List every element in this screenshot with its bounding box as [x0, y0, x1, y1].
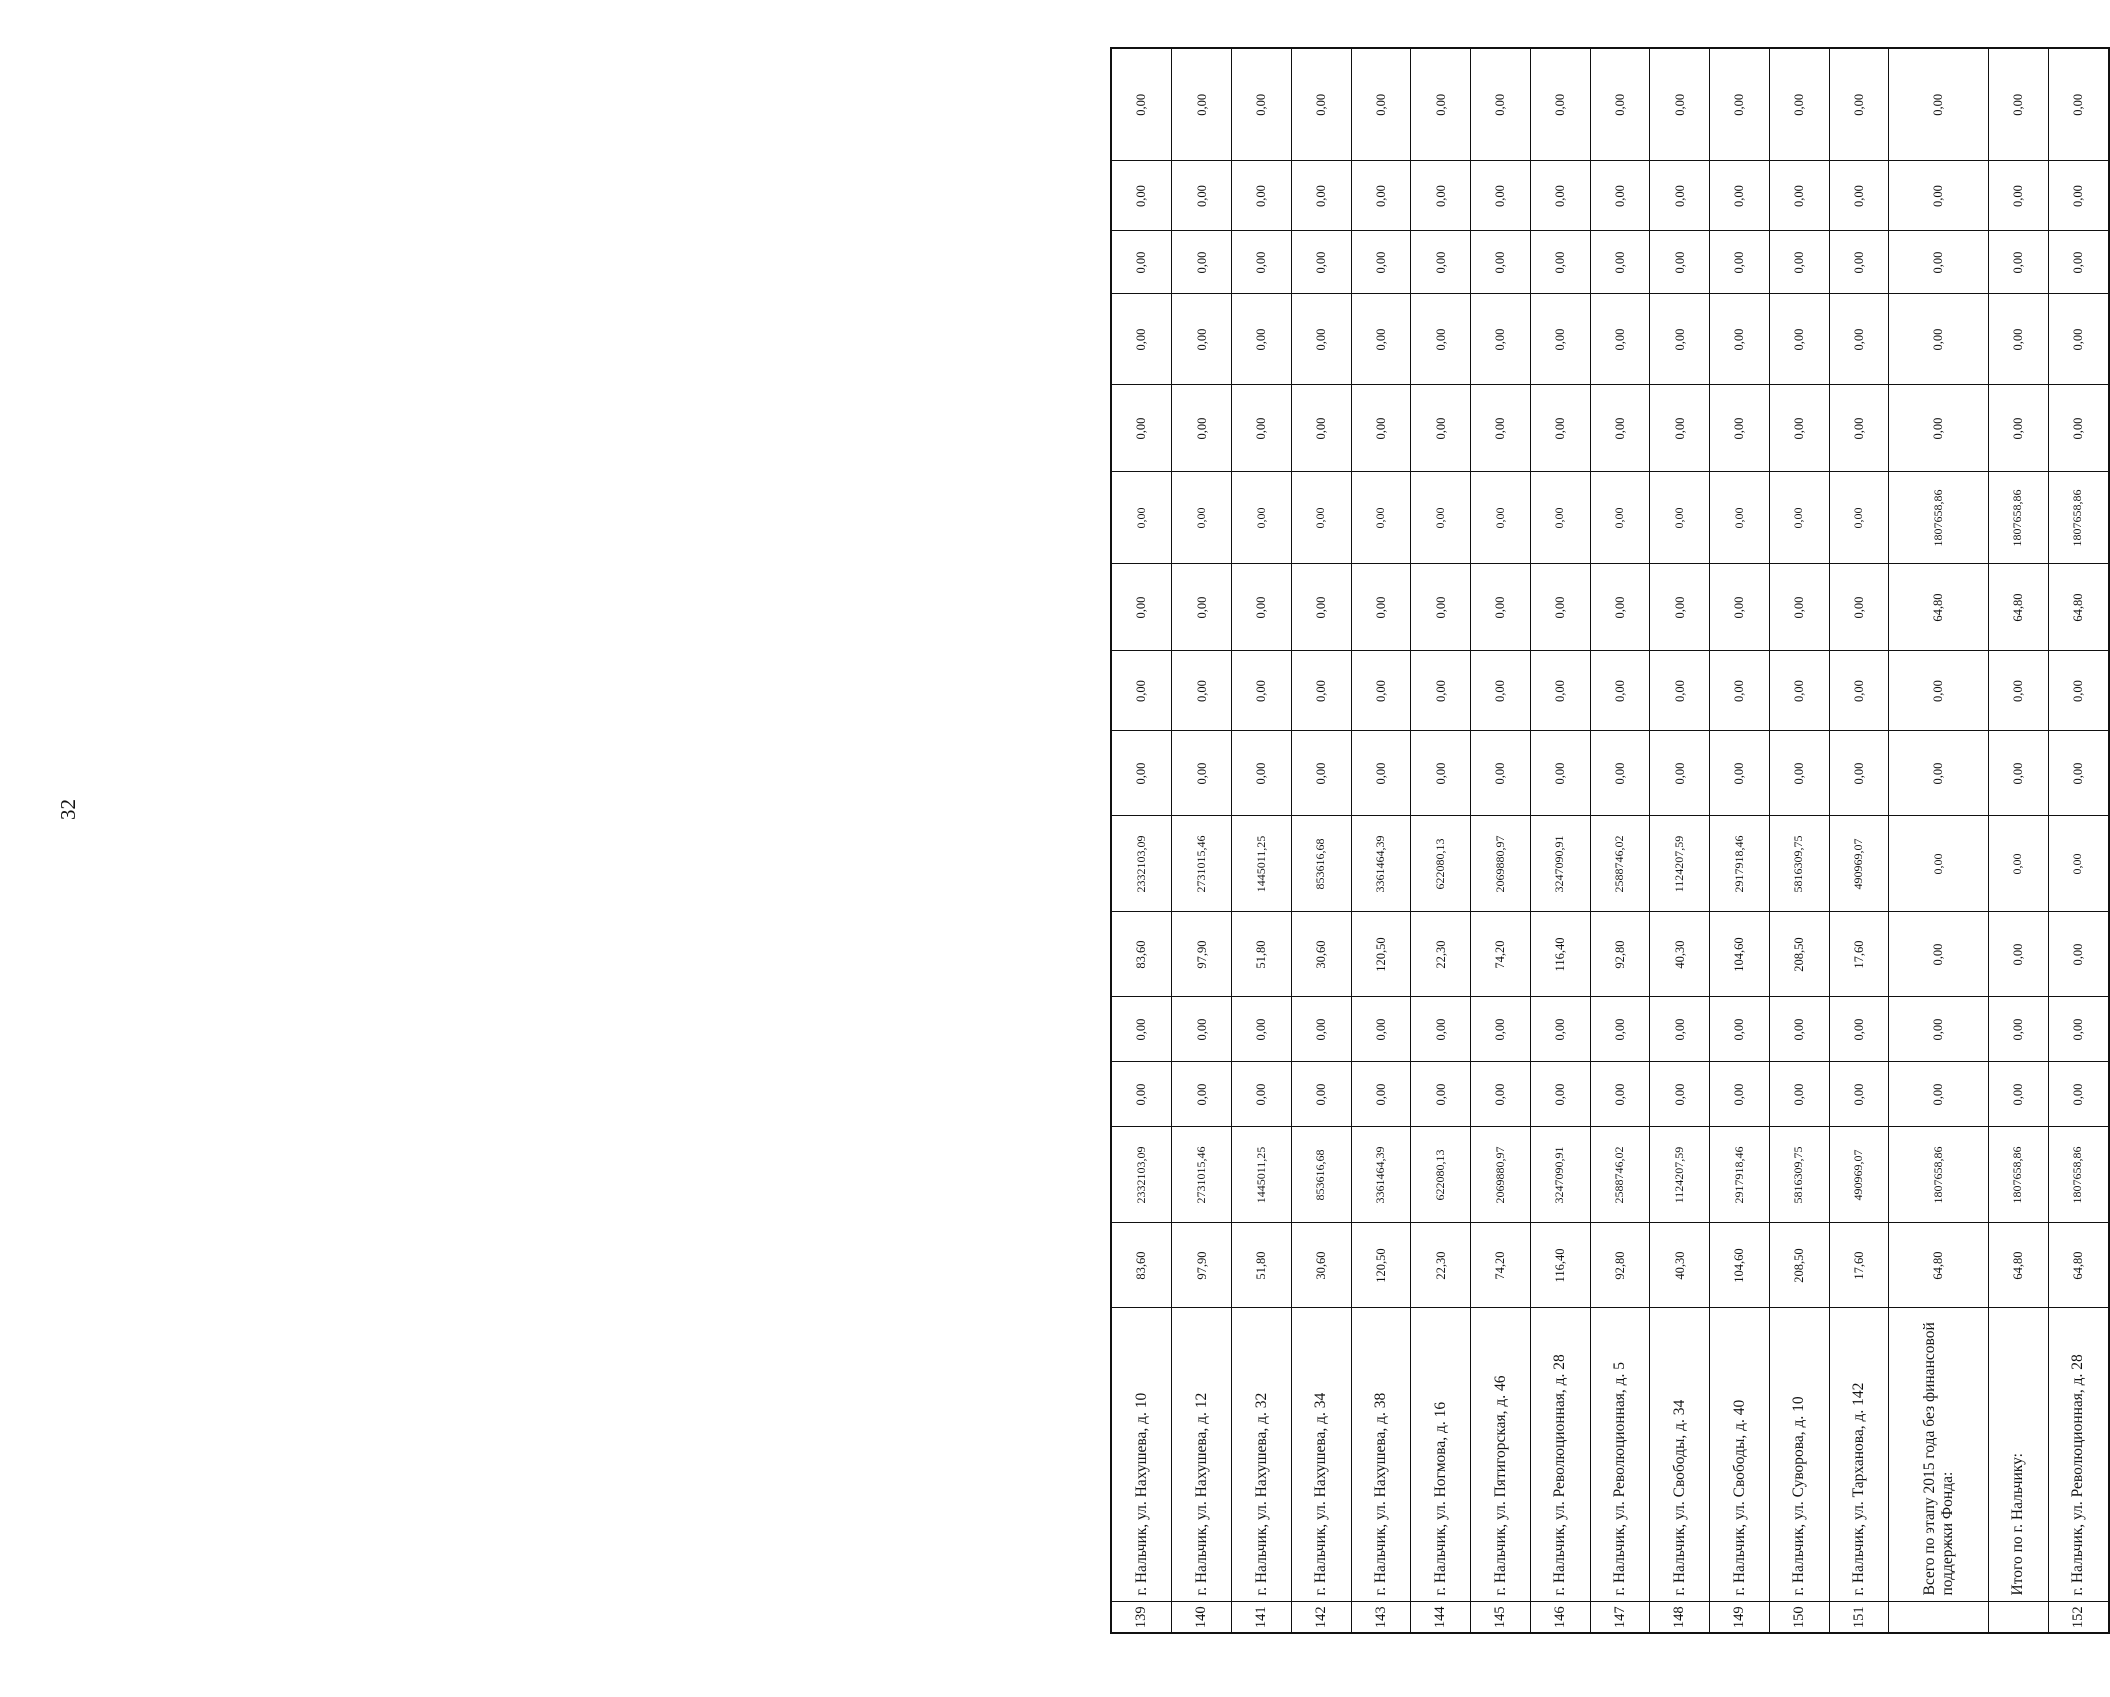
- value-cell: 0,00: [1471, 231, 1531, 294]
- value-cell: 0,00: [1988, 997, 2048, 1062]
- value-cell: 3361464,39: [1351, 1127, 1411, 1223]
- value-cell: 0,00: [1710, 294, 1770, 385]
- table-row: [1829, 48, 1889, 1633]
- value-cell: 1807658,86: [1889, 472, 1988, 564]
- value-cell: 0,00: [1351, 651, 1411, 731]
- value-cell: 2332103,09: [1111, 816, 1172, 912]
- value-cell: 0,00: [1530, 564, 1590, 651]
- value-cell: 0,00: [1411, 1062, 1471, 1127]
- table-row: [1650, 48, 1710, 1633]
- value-cell: 0,00: [1769, 48, 1829, 161]
- value-cell: 490969,07: [1829, 816, 1889, 912]
- value-cell: 0,00: [1351, 731, 1411, 816]
- value-cell: 622080,13: [1411, 816, 1471, 912]
- value-cell: 0,00: [1111, 731, 1172, 816]
- value-cell: 0,00: [1232, 731, 1292, 816]
- value-cell: 0,00: [1530, 472, 1590, 564]
- value-cell: 51,80: [1232, 912, 1292, 997]
- value-cell: 0,00: [1769, 472, 1829, 564]
- value-cell: 104,60: [1710, 1223, 1770, 1308]
- value-cell: 0,00: [1590, 1062, 1650, 1127]
- value-cell: 0,00: [1411, 294, 1471, 385]
- value-cell: 0,00: [1291, 48, 1351, 161]
- value-cell: 0,00: [2048, 1062, 2109, 1127]
- table-row: [1411, 48, 1471, 1633]
- address-cell: г. Нальчик, ул. Нахушева, д. 12: [1172, 1308, 1232, 1602]
- value-cell: 0,00: [1351, 385, 1411, 472]
- value-cell: 853616,68: [1291, 1127, 1351, 1223]
- value-cell: 0,00: [1172, 564, 1232, 651]
- value-cell: 2588746,02: [1590, 816, 1650, 912]
- table-row: [1172, 48, 1232, 1633]
- address-cell: г. Нальчик, ул. Свободы, д. 40: [1710, 1308, 1770, 1602]
- value-cell: 0,00: [1889, 294, 1988, 385]
- value-cell: 0,00: [1471, 472, 1531, 564]
- value-cell: 64,80: [2048, 564, 2109, 651]
- value-cell: 0,00: [2048, 731, 2109, 816]
- value-cell: 64,80: [2048, 1223, 2109, 1308]
- value-cell: 0,00: [1232, 997, 1292, 1062]
- table-row: [1471, 48, 1531, 1633]
- value-cell: 0,00: [1471, 564, 1531, 651]
- value-cell: 0,00: [1889, 161, 1988, 231]
- value-cell: 0,00: [2048, 816, 2109, 912]
- value-cell: 0,00: [1232, 651, 1292, 731]
- value-cell: 0,00: [2048, 997, 2109, 1062]
- value-cell: 0,00: [1829, 651, 1889, 731]
- value-cell: 0,00: [1291, 651, 1351, 731]
- row-number: 143: [1351, 1602, 1411, 1633]
- value-cell: 0,00: [1471, 1062, 1531, 1127]
- value-cell: 0,00: [1351, 997, 1411, 1062]
- value-cell: 97,90: [1172, 1223, 1232, 1308]
- value-cell: 0,00: [1769, 161, 1829, 231]
- value-cell: 0,00: [1232, 564, 1292, 651]
- value-cell: 2917918,46: [1710, 1127, 1770, 1223]
- value-cell: 0,00: [1172, 651, 1232, 731]
- rotated-table-container: [1110, 49, 2110, 1634]
- value-cell: 0,00: [1889, 816, 1988, 912]
- value-cell: 1807658,86: [1889, 1127, 1988, 1223]
- value-cell: 853616,68: [1291, 816, 1351, 912]
- value-cell: 1807658,86: [1988, 472, 2048, 564]
- value-cell: 0,00: [1351, 48, 1411, 161]
- value-cell: 0,00: [1471, 294, 1531, 385]
- value-cell: 40,30: [1650, 912, 1710, 997]
- value-cell: 0,00: [1351, 231, 1411, 294]
- value-cell: 208,50: [1769, 912, 1829, 997]
- value-cell: 2731015,46: [1172, 816, 1232, 912]
- value-cell: 1807658,86: [2048, 1127, 2109, 1223]
- value-cell: 0,00: [1650, 564, 1710, 651]
- value-cell: 0,00: [1829, 564, 1889, 651]
- value-cell: 1807658,86: [1988, 1127, 2048, 1223]
- value-cell: 0,00: [1650, 1062, 1710, 1127]
- row-number: 152: [2048, 1602, 2109, 1633]
- value-cell: 0,00: [1111, 48, 1172, 161]
- value-cell: 0,00: [1471, 651, 1531, 731]
- value-cell: 0,00: [1172, 385, 1232, 472]
- value-cell: 0,00: [1351, 161, 1411, 231]
- value-cell: 64,80: [1988, 564, 2048, 651]
- value-cell: 0,00: [1590, 231, 1650, 294]
- value-cell: 0,00: [1829, 294, 1889, 385]
- value-cell: 0,00: [1829, 731, 1889, 816]
- value-cell: 0,00: [1829, 161, 1889, 231]
- value-cell: 1445011,25: [1232, 1127, 1292, 1223]
- value-cell: 0,00: [1172, 231, 1232, 294]
- value-cell: 1124207,59: [1650, 1127, 1710, 1223]
- value-cell: 0,00: [2048, 912, 2109, 997]
- value-cell: 0,00: [1769, 294, 1829, 385]
- row-number: [1889, 1602, 1988, 1633]
- value-cell: 0,00: [1889, 385, 1988, 472]
- value-cell: 0,00: [1291, 294, 1351, 385]
- value-cell: 0,00: [2048, 161, 2109, 231]
- value-cell: 0,00: [1530, 1062, 1590, 1127]
- value-cell: 0,00: [1829, 472, 1889, 564]
- value-cell: 0,00: [1769, 731, 1829, 816]
- value-cell: 3247090,91: [1530, 1127, 1590, 1223]
- value-cell: 0,00: [1411, 472, 1471, 564]
- value-cell: 0,00: [1650, 161, 1710, 231]
- value-cell: 0,00: [1471, 997, 1531, 1062]
- value-cell: 0,00: [1411, 161, 1471, 231]
- value-cell: 0,00: [1111, 231, 1172, 294]
- value-cell: 0,00: [1172, 161, 1232, 231]
- value-cell: 0,00: [1111, 1062, 1172, 1127]
- value-cell: 0,00: [1590, 385, 1650, 472]
- value-cell: 40,30: [1650, 1223, 1710, 1308]
- value-cell: 0,00: [1232, 48, 1292, 161]
- value-cell: 0,00: [1988, 816, 2048, 912]
- value-cell: 0,00: [1111, 564, 1172, 651]
- value-cell: 0,00: [1988, 385, 2048, 472]
- value-cell: 0,00: [1769, 997, 1829, 1062]
- address-cell: г. Нальчик, ул. Нахушева, д. 32: [1232, 1308, 1292, 1602]
- value-cell: 22,30: [1411, 1223, 1471, 1308]
- table-row: [1710, 48, 1770, 1633]
- value-cell: 0,00: [1530, 385, 1590, 472]
- value-cell: 64,80: [1889, 564, 1988, 651]
- value-cell: 0,00: [1889, 997, 1988, 1062]
- value-cell: 116,40: [1530, 912, 1590, 997]
- value-cell: 0,00: [1988, 912, 2048, 997]
- value-cell: 208,50: [1769, 1223, 1829, 1308]
- value-cell: 0,00: [1351, 564, 1411, 651]
- address-cell: г. Нальчик, ул. Революционная, д. 5: [1590, 1308, 1650, 1602]
- value-cell: 0,00: [1291, 1062, 1351, 1127]
- value-cell: 0,00: [2048, 231, 2109, 294]
- table-row: [1291, 48, 1351, 1633]
- value-cell: 0,00: [1232, 385, 1292, 472]
- value-cell: 0,00: [1590, 564, 1650, 651]
- value-cell: 0,00: [2048, 294, 2109, 385]
- value-cell: 0,00: [1411, 231, 1471, 294]
- value-cell: 0,00: [1650, 48, 1710, 161]
- value-cell: 0,00: [1411, 731, 1471, 816]
- value-cell: 0,00: [1889, 651, 1988, 731]
- value-cell: 0,00: [1471, 48, 1531, 161]
- row-number: 140: [1172, 1602, 1232, 1633]
- value-cell: 0,00: [1232, 161, 1292, 231]
- row-number: 149: [1710, 1602, 1770, 1633]
- address-cell: г. Нальчик, ул. Революционная, д. 28: [1530, 1308, 1590, 1602]
- value-cell: 0,00: [1710, 1062, 1770, 1127]
- value-cell: 0,00: [1111, 651, 1172, 731]
- value-cell: 0,00: [1650, 294, 1710, 385]
- value-cell: 64,80: [1889, 1223, 1988, 1308]
- value-cell: 0,00: [1291, 161, 1351, 231]
- value-cell: 2069880,97: [1471, 816, 1531, 912]
- value-cell: 0,00: [1411, 564, 1471, 651]
- row-number: 144: [1411, 1602, 1471, 1633]
- value-cell: 0,00: [1530, 651, 1590, 731]
- value-cell: 92,80: [1590, 1223, 1650, 1308]
- value-cell: 1124207,59: [1650, 816, 1710, 912]
- value-cell: 0,00: [1829, 385, 1889, 472]
- value-cell: 97,90: [1172, 912, 1232, 997]
- value-cell: 0,00: [1411, 385, 1471, 472]
- address-cell: г. Нальчик, ул. Тарханова, д. 142: [1829, 1308, 1889, 1602]
- table-body: [1111, 48, 2109, 1633]
- value-cell: 0,00: [1829, 997, 1889, 1062]
- value-cell: 0,00: [1889, 912, 1988, 997]
- address-cell: г. Нальчик, ул. Нахушева, д. 34: [1291, 1308, 1351, 1602]
- value-cell: 3361464,39: [1351, 816, 1411, 912]
- value-cell: 0,00: [1232, 472, 1292, 564]
- row-number: 147: [1590, 1602, 1650, 1633]
- value-cell: 0,00: [2048, 48, 2109, 161]
- value-cell: 17,60: [1829, 1223, 1889, 1308]
- value-cell: 83,60: [1111, 1223, 1172, 1308]
- value-cell: 0,00: [1988, 731, 2048, 816]
- address-cell: Всего по этапу 2015 года без финансовой поддержки Фонда:: [1889, 1308, 1988, 1602]
- value-cell: 0,00: [1650, 731, 1710, 816]
- value-cell: 0,00: [1351, 472, 1411, 564]
- value-cell: 0,00: [1988, 651, 2048, 731]
- value-cell: 0,00: [1710, 385, 1770, 472]
- value-cell: 0,00: [1988, 1062, 2048, 1127]
- value-cell: 0,00: [1232, 294, 1292, 385]
- value-cell: 0,00: [1411, 997, 1471, 1062]
- value-cell: 0,00: [1111, 161, 1172, 231]
- value-cell: 0,00: [1172, 1062, 1232, 1127]
- value-cell: 0,00: [1590, 651, 1650, 731]
- value-cell: 0,00: [1889, 731, 1988, 816]
- value-cell: 0,00: [1988, 48, 2048, 161]
- value-cell: 0,00: [1988, 231, 2048, 294]
- value-cell: 74,20: [1471, 912, 1531, 997]
- table-row: [1590, 48, 1650, 1633]
- table-row: [1769, 48, 1829, 1633]
- row-number: 142: [1291, 1602, 1351, 1633]
- value-cell: 0,00: [2048, 651, 2109, 731]
- value-cell: 0,00: [2048, 385, 2109, 472]
- value-cell: 0,00: [1172, 731, 1232, 816]
- address-cell: г. Нальчик, ул. Ногмова, д. 16: [1411, 1308, 1471, 1602]
- value-cell: 622080,13: [1411, 1127, 1471, 1223]
- value-cell: 104,60: [1710, 912, 1770, 997]
- value-cell: 0,00: [1291, 564, 1351, 651]
- value-cell: 0,00: [1172, 472, 1232, 564]
- value-cell: 0,00: [1710, 651, 1770, 731]
- address-cell: Итого по г. Нальчику:: [1988, 1308, 2048, 1602]
- row-number: [1988, 1602, 2048, 1633]
- value-cell: 0,00: [1710, 564, 1770, 651]
- value-cell: 0,00: [1530, 731, 1590, 816]
- value-cell: 0,00: [1111, 472, 1172, 564]
- value-cell: 0,00: [1829, 231, 1889, 294]
- value-cell: 0,00: [1650, 231, 1710, 294]
- value-cell: 17,60: [1829, 912, 1889, 997]
- value-cell: 2731015,46: [1172, 1127, 1232, 1223]
- value-cell: 0,00: [1111, 997, 1172, 1062]
- table-row: [2048, 48, 2109, 1633]
- housing-table: [1110, 47, 2110, 1634]
- table-row: [1530, 48, 1590, 1633]
- value-cell: 0,00: [1710, 231, 1770, 294]
- value-cell: 22,30: [1411, 912, 1471, 997]
- value-cell: 83,60: [1111, 912, 1172, 997]
- value-cell: 0,00: [1769, 564, 1829, 651]
- value-cell: 0,00: [1471, 385, 1531, 472]
- value-cell: 0,00: [1111, 294, 1172, 385]
- value-cell: 0,00: [1411, 48, 1471, 161]
- value-cell: 1807658,86: [2048, 472, 2109, 564]
- table-row: [1988, 48, 2048, 1633]
- row-number: 145: [1471, 1602, 1531, 1633]
- value-cell: 0,00: [1650, 385, 1710, 472]
- table-row: [1111, 48, 1172, 1633]
- value-cell: 0,00: [1530, 161, 1590, 231]
- value-cell: 2332103,09: [1111, 1127, 1172, 1223]
- value-cell: 0,00: [1769, 651, 1829, 731]
- table-row: [1351, 48, 1411, 1633]
- row-number: 148: [1650, 1602, 1710, 1633]
- value-cell: 64,80: [1988, 1223, 2048, 1308]
- row-number: 146: [1530, 1602, 1590, 1633]
- value-cell: 0,00: [1530, 231, 1590, 294]
- value-cell: 0,00: [1988, 161, 2048, 231]
- value-cell: 0,00: [1351, 1062, 1411, 1127]
- value-cell: 0,00: [1411, 651, 1471, 731]
- table-row: [1232, 48, 1292, 1633]
- table-row: [1889, 48, 1988, 1633]
- value-cell: 0,00: [1590, 731, 1650, 816]
- value-cell: 0,00: [1471, 731, 1531, 816]
- address-cell: г. Нальчик, ул. Свободы, д. 34: [1650, 1308, 1710, 1602]
- row-number: 139: [1111, 1602, 1172, 1633]
- value-cell: 1445011,25: [1232, 816, 1292, 912]
- row-number: 150: [1769, 1602, 1829, 1633]
- value-cell: 0,00: [1291, 231, 1351, 294]
- value-cell: 0,00: [1650, 651, 1710, 731]
- value-cell: 0,00: [1291, 997, 1351, 1062]
- value-cell: 116,40: [1530, 1223, 1590, 1308]
- value-cell: 0,00: [1710, 997, 1770, 1062]
- address-cell: г. Нальчик, ул. Пятигорская, д. 46: [1471, 1308, 1531, 1602]
- value-cell: 0,00: [1889, 231, 1988, 294]
- value-cell: 30,60: [1291, 912, 1351, 997]
- value-cell: 0,00: [1530, 48, 1590, 161]
- value-cell: 0,00: [1351, 294, 1411, 385]
- value-cell: 2917918,46: [1710, 816, 1770, 912]
- value-cell: 490969,07: [1829, 1127, 1889, 1223]
- value-cell: 0,00: [1590, 294, 1650, 385]
- value-cell: 0,00: [1590, 997, 1650, 1062]
- value-cell: 0,00: [1889, 48, 1988, 161]
- value-cell: 5816309,75: [1769, 816, 1829, 912]
- value-cell: 0,00: [1710, 731, 1770, 816]
- value-cell: 0,00: [1232, 231, 1292, 294]
- row-number: 151: [1829, 1602, 1889, 1633]
- address-cell: г. Нальчик, ул. Нахушева, д. 38: [1351, 1308, 1411, 1602]
- value-cell: 0,00: [1829, 1062, 1889, 1127]
- value-cell: 0,00: [1172, 294, 1232, 385]
- page-number: 32: [56, 799, 80, 820]
- value-cell: 3247090,91: [1530, 816, 1590, 912]
- value-cell: 0,00: [1829, 48, 1889, 161]
- value-cell: 2588746,02: [1590, 1127, 1650, 1223]
- value-cell: 0,00: [1471, 161, 1531, 231]
- value-cell: 0,00: [1650, 472, 1710, 564]
- value-cell: 0,00: [1232, 1062, 1292, 1127]
- value-cell: 0,00: [1172, 48, 1232, 161]
- value-cell: 0,00: [1710, 48, 1770, 161]
- value-cell: 0,00: [1590, 161, 1650, 231]
- value-cell: 92,80: [1590, 912, 1650, 997]
- value-cell: 0,00: [1172, 997, 1232, 1062]
- value-cell: 0,00: [1291, 385, 1351, 472]
- value-cell: 120,50: [1351, 1223, 1411, 1308]
- value-cell: 0,00: [1291, 731, 1351, 816]
- value-cell: 0,00: [1769, 231, 1829, 294]
- value-cell: 0,00: [1889, 1062, 1988, 1127]
- value-cell: 120,50: [1351, 912, 1411, 997]
- value-cell: 0,00: [1590, 472, 1650, 564]
- value-cell: 0,00: [1710, 472, 1770, 564]
- value-cell: 0,00: [1530, 997, 1590, 1062]
- row-number: 141: [1232, 1602, 1292, 1633]
- value-cell: 0,00: [1710, 161, 1770, 231]
- value-cell: 5816309,75: [1769, 1127, 1829, 1223]
- value-cell: 0,00: [1988, 294, 2048, 385]
- value-cell: 74,20: [1471, 1223, 1531, 1308]
- value-cell: 0,00: [1769, 385, 1829, 472]
- address-cell: г. Нальчик, ул. Суворова, д. 10: [1769, 1308, 1829, 1602]
- value-cell: 51,80: [1232, 1223, 1292, 1308]
- value-cell: 0,00: [1650, 997, 1710, 1062]
- address-cell: г. Нальчик, ул. Революционная, д. 28: [2048, 1308, 2109, 1602]
- value-cell: 0,00: [1590, 48, 1650, 161]
- value-cell: 30,60: [1291, 1223, 1351, 1308]
- address-cell: г. Нальчик, ул. Нахушева, д. 10: [1111, 1308, 1172, 1602]
- value-cell: 2069880,97: [1471, 1127, 1531, 1223]
- value-cell: 0,00: [1769, 1062, 1829, 1127]
- value-cell: 0,00: [1530, 294, 1590, 385]
- value-cell: 0,00: [1291, 472, 1351, 564]
- value-cell: 0,00: [1111, 385, 1172, 472]
